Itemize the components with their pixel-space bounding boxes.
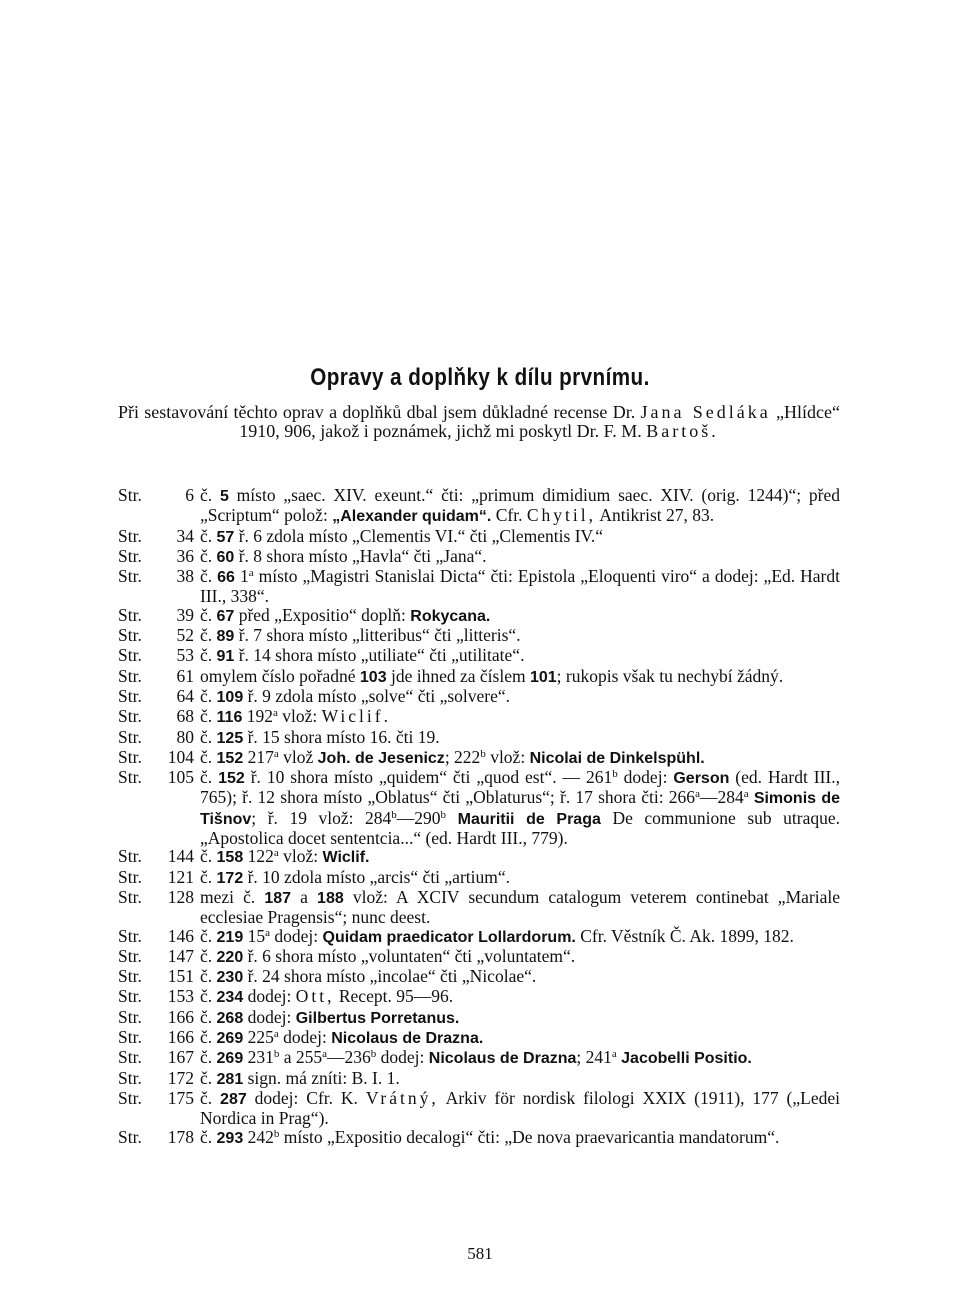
entry-segment: dodej: [376,1047,429,1068]
entry-str-label: Str. [118,986,142,1007]
entry-str-label: Str. [118,746,142,767]
entry-page-number: 52 [176,625,194,646]
entry-str-label: Str. [118,1126,142,1147]
entry-segment: ; 241 [576,1047,612,1068]
entry-segment: vlož: A XCIV secundum catalogum veterem continebat „Mariale ecclesiae Pragensis“; nunc deest. [200,886,840,928]
entry-page-number: 153 [167,986,194,1007]
entry-segment: č. [200,1087,221,1108]
entry-superscript: b [480,747,486,760]
entry-page-number: 151 [167,966,194,987]
entry-str-label: Str. [118,925,142,946]
entry-page-number: 34 [176,525,194,546]
entry-segment: č. [200,767,219,788]
entry-bold-segment: Wiclif. [322,849,370,867]
entry-segment: Vrátný, [365,1087,439,1108]
correction-entry [118,947,840,967]
entry-page-number: 80 [176,726,194,747]
entry-segment: č. [200,1047,217,1068]
entry-str-label: Str. [118,1087,142,1108]
entry-page-number: 128 [167,886,194,907]
entry-page-number: 178 [167,1126,194,1147]
entry-bold-segment: Nicolaus de Drazna [428,1050,577,1068]
entry-segment: ř. 6 zdola místo „Clementis VI.“ čti „Clementis IV.“ [234,525,604,546]
entry-str-label: Str. [118,706,142,727]
entry-page-number: 68 [176,706,194,727]
entry-page-number: 105 [167,767,194,788]
entry-segment: dodej: [243,1006,296,1027]
entry-text [200,847,840,867]
entry-superscript: a [273,1028,279,1041]
entry-text [200,1069,840,1089]
entry-segment: ř. 14 shora místo „utiliate“ čti „utilitate“. [234,645,525,666]
correction-entry [118,527,840,547]
entry-str-label: Str. [118,545,142,566]
entry-bold-segment: 91 [216,648,235,666]
entry-segment: před „Expositio“ doplň: [234,604,411,625]
entry-segment: č. [200,525,217,546]
entry-segment: č. [200,1027,217,1048]
entry-segment: ; 222 [444,746,481,767]
entry-segment: —284 [699,787,744,808]
entry-bold-segment: 116 [216,709,243,727]
entry-segment: Cfr. Věstník Č. Ak. 1899, 182. [575,925,794,946]
correction-entry [118,687,840,707]
entry-page-number: 144 [167,846,194,867]
entry-bold-segment: 101 [529,668,557,686]
entry-text [200,1008,840,1028]
entry-segment: Recept. 95—96. [334,986,454,1007]
correction-entry [118,768,840,847]
entry-segment: ; ř. 19 vlož: 284 [251,807,392,828]
entry-str-label: Str. [118,1047,142,1068]
page-title: Opravy a doplňky k dílu prvnímu. [310,364,650,391]
correction-entry [118,728,840,748]
entry-page-number: 167 [167,1047,194,1068]
entry-str-label: Str. [118,566,142,587]
entry-page-number: 104 [167,746,194,767]
entry-segment: dodej: [278,1027,332,1048]
entry-bold-segment: 281 [216,1070,244,1088]
entry-segment: vlož: [485,746,530,767]
entry-superscript: a [611,1048,617,1061]
entry-bold-segment: 188 [317,889,344,907]
entry-text [200,728,840,748]
entry-segment: č. [200,645,217,666]
correction-entry [118,1028,840,1048]
entry-bold-segment: 152 [218,770,245,788]
entry-text [200,606,840,626]
entry-segment: —290 [396,807,441,828]
entry-superscript: b [370,1048,377,1061]
entry-bold-segment: Mauritii de Praga [457,810,601,828]
entry-segment: č. [200,945,217,966]
entry-text [200,687,840,707]
correction-entry [118,1069,840,1089]
entry-segment: 122 [243,846,274,867]
entry-page-number: 64 [176,685,194,706]
entry-bold-segment: Jacobelli Positio. [621,1050,752,1068]
entry-segment: ř. 6 shora místo „voluntaten“ čti „voluntatem“. [243,945,576,966]
entry-text [200,646,840,666]
entry-str-label: Str. [118,645,142,666]
entry-segment: 192 [242,706,273,727]
entry-page-number: 146 [167,925,194,946]
entry-superscript: a [273,747,279,760]
entry-segment: č. [200,1126,217,1147]
correction-entry [118,987,840,1007]
entry-segment: 15 [243,925,266,946]
entry-bold-segment: 57 [216,528,235,546]
entry-segment: místo „saec. XIV. exeunt.“ čti: „primum dimidium saec. XIV. (orig. 1244)“; před „Scriptum“ polož: [200,485,840,526]
entry-segment: —236 [327,1047,371,1068]
entry-segment: vlož: [278,846,323,867]
corrections-list [118,486,840,1148]
entry-segment: č. [200,625,217,646]
entry-str-label: Str. [118,625,142,646]
entry-bold-segment: „Alexander quidam“. [332,508,492,526]
entry-text [200,868,840,888]
entry-text [200,527,840,547]
entry-text [200,486,840,527]
entry-bold-segment: 187 [264,889,292,907]
entry-text [200,567,840,606]
entry-bold-segment: Nicolaus de Drazna. [331,1030,484,1048]
entry-bold-segment: 172 [216,869,244,887]
entry-page-number: 36 [176,545,194,566]
entry-segment: Wiclif. [321,706,391,727]
entry-str-label: Str. [118,726,142,747]
entry-bold-segment: 293 [216,1129,244,1147]
entry-str-label: Str. [118,1067,142,1088]
entry-segment: 1 [234,566,249,587]
correction-entry [118,847,840,867]
entry-bold-segment: Simonis de Tišnov [200,790,840,828]
correction-entry [118,868,840,888]
entry-bold-segment: 66 [217,569,235,587]
entry-bold-segment: 109 [216,688,244,706]
entry-str-label: Str. [118,767,142,788]
correction-entry [118,606,840,626]
entry-text [200,927,840,947]
entry-bold-segment: 234 [216,989,244,1007]
entry-bold-segment: 5 [219,488,229,505]
correction-entry [118,547,840,567]
entry-segment: Arkiv för nordisk filologi XXIX (1911), 177 („Ledei Nordica in Prag“). [200,1087,840,1129]
intro-text-2: „Hlídce“ 1910, 906, jakož i poznámek, jichž mi poskytl Dr. F. M. [239,402,840,441]
entry-page-number: 147 [167,945,194,966]
entry-segment: č. [200,1067,217,1088]
entry-text [200,1128,840,1148]
entry-text [200,667,840,687]
correction-entry [118,486,840,527]
entry-segment: č. [200,846,217,867]
entry-bold-segment: 89 [216,628,235,646]
entry-superscript: b [273,1048,280,1061]
entry-superscript: a [322,1048,328,1061]
entry-page-number: 175 [167,1087,194,1108]
entry-str-label: Str. [118,1006,142,1027]
entry-text [200,748,840,768]
entry-bold-segment: 219 [216,928,244,946]
correction-entry [118,1089,840,1128]
entry-segment: č. [200,545,217,566]
entry-text [200,967,840,987]
entry-segment: a [291,886,318,907]
entry-str-label: Str. [118,846,142,867]
entry-segment: dodej: [270,925,323,946]
entry-str-label: Str. [118,866,142,887]
entry-segment: vlož: [277,706,322,727]
entry-segment: č. [200,746,217,767]
entry-superscript: a [265,926,270,939]
entry-str-label: Str. [118,525,142,546]
entry-superscript: a [272,707,278,720]
entry-bold-segment: Gerson [673,770,730,788]
entry-segment: č. [200,925,217,946]
entry-segment: ř. 10 zdola místo „arcis“ čti „artium“. [243,866,511,887]
correction-entry [118,888,840,927]
entry-segment: ř. 10 shora místo „quidem“ čti „quod est“. — 261 [244,767,613,788]
entry-bold-segment: 158 [216,849,244,867]
entry-page-number: 61 [176,665,194,686]
entry-str-label: Str. [118,604,142,625]
entry-segment: č. [200,966,217,987]
entry-segment: č. [200,986,217,1007]
entry-segment: Antikrist 27, 83. [596,505,715,526]
entry-segment: č. [200,726,217,747]
entry-bold-segment: Rokycana. [410,607,491,625]
entry-str-label: Str. [118,685,142,706]
entry-segment: ř. 9 zdola místo „solve“ čti „solvere“. [243,685,511,706]
entry-segment: jde ihned za číslem [386,665,530,686]
entry-segment: sign. má zníti: B. I. 1. [243,1067,400,1088]
entry-text [200,1048,840,1068]
entry-page-number: 166 [167,1027,194,1048]
entry-bold-segment: Nicolai de Dinkelspühl. [529,749,705,767]
entry-superscript: a [695,788,700,801]
entry-segment: dodej: [617,767,674,788]
correction-entry [118,748,840,768]
entry-bold-segment: 268 [216,1009,244,1027]
entry-segment: ř. 7 shora místo „litteribus“ čti „litteris“. [234,625,521,646]
entry-text [200,888,840,927]
entry-bold-segment: 269 [216,1030,244,1048]
entry-text [200,547,840,567]
entry-segment: ; rukopis však tu nechybí žádný. [556,665,784,686]
entry-page-number: 38 [176,566,194,587]
entry-segment: č. [200,685,217,706]
entry-text [200,768,840,847]
correction-entry [118,1128,840,1148]
entry-superscript: a [248,567,254,580]
entry-page-number: 53 [176,645,194,666]
entry-bold-segment: Joh. de Jesenicz [317,749,445,767]
entry-str-label: Str. [118,886,142,907]
intro-text-1: Při sestavování těchto oprav a doplňků dbal jsem důkladné recense Dr. [118,402,641,422]
entry-segment: č. [200,706,217,727]
entry-page-number: 121 [167,866,194,887]
entry-bold-segment: 230 [216,969,244,987]
entry-segment: Chytil, [526,505,596,526]
entry-bold-segment: 220 [216,948,244,966]
page-number: 581 [467,1244,493,1263]
entry-segment: (ed. Hardt III., 765); ř. 12 shora místo „Oblatus“ čti „Oblaturus“; ř. 17 shora čti: 266 [200,767,840,808]
entry-str-label: Str. [118,1027,142,1048]
entry-segment: dodej: [243,986,296,1007]
entry-segment: č. [200,566,218,587]
entry-segment: dodej: Cfr. K. [246,1087,366,1108]
entry-bold-segment: 125 [216,729,244,747]
entry-page-number: 172 [167,1067,194,1088]
entry-bold-segment: 269 [216,1050,244,1068]
correction-entry [118,567,840,606]
correction-entry [118,646,840,666]
entry-segment: místo „Expositio decalogi“ čti: „De nova praevaricantia mandatorum“. [279,1126,780,1147]
entry-str-label: Str. [118,485,142,505]
intro-paragraph [118,403,840,441]
entry-text [200,626,840,646]
correction-entry [118,626,840,646]
correction-entry [118,707,840,727]
intro-contributor-name: Bartoš. [646,421,719,441]
correction-entry [118,1048,840,1068]
entry-bold-segment: 287 [220,1090,247,1108]
entry-bold-segment: Quidam praedicator Lollardorum. [322,928,576,946]
entry-segment: ř. 24 shora místo „incolae“ čti „Nicolae“. [243,966,537,987]
entry-text [200,1089,840,1128]
entry-str-label: Str. [118,945,142,966]
entry-text [200,707,840,727]
entry-superscript: b [440,808,447,821]
entry-segment: 231 [243,1047,274,1068]
entry-segment: místo „Magistri Stanislai Dicta“ čti: Epistola „Eloquenti viro“ a dodej: „Ed. Hardt III., 338“. [200,566,840,607]
entry-bold-segment: Gilbertus Porretanus. [295,1009,460,1027]
entry-superscript: b [612,768,618,781]
correction-entry [118,927,840,947]
intro-author-name: Jana Sedláka [640,402,771,422]
entry-superscript: a [273,847,279,860]
entry-segment: ř. 15 shora místo 16. čti 19. [243,726,440,747]
entry-segment: Cfr. [491,505,527,526]
entry-superscript: a [743,788,749,801]
entry-segment: mezi č. [200,886,265,907]
entry-text [200,987,840,1007]
entry-segment: 217 [243,746,274,767]
entry-segment: č. [200,604,217,625]
entry-segment: omylem číslo pořadné [200,665,360,686]
entry-segment: č. [200,866,217,887]
entry-superscript: b [391,808,397,821]
entry-segment [446,808,458,828]
correction-entry [118,667,840,687]
correction-entry [118,967,840,987]
correction-entry [118,1008,840,1028]
entry-segment: č. [200,1006,217,1027]
entry-segment: 225 [243,1027,274,1048]
entry-text [200,1028,840,1048]
entry-str-label: Str. [118,966,142,987]
entry-segment: Ott, [295,986,335,1007]
entry-page-number: 39 [176,604,194,625]
entry-text [200,947,840,967]
entry-segment: a 255 [279,1047,323,1068]
entry-page-number: 6 [185,485,194,505]
entry-page-number: 166 [167,1006,194,1027]
entry-bold-segment: 67 [216,607,235,625]
entry-segment: ř. 8 shora místo „Havla“ čti „Jana“. [234,545,487,566]
entry-superscript: b [273,1127,280,1140]
entry-bold-segment: 152 [216,749,244,767]
entry-str-label: Str. [118,665,142,686]
entry-bold-segment: 103 [359,668,387,686]
entry-segment: De communione sub utraque. „Apostolica docet sententcia...“ (ed. Hardt III., 779). [200,807,841,849]
entry-bold-segment: 60 [216,548,235,566]
entry-segment: 242 [243,1126,274,1147]
entry-segment: č. [200,485,220,505]
entry-segment: vlož [278,746,318,767]
